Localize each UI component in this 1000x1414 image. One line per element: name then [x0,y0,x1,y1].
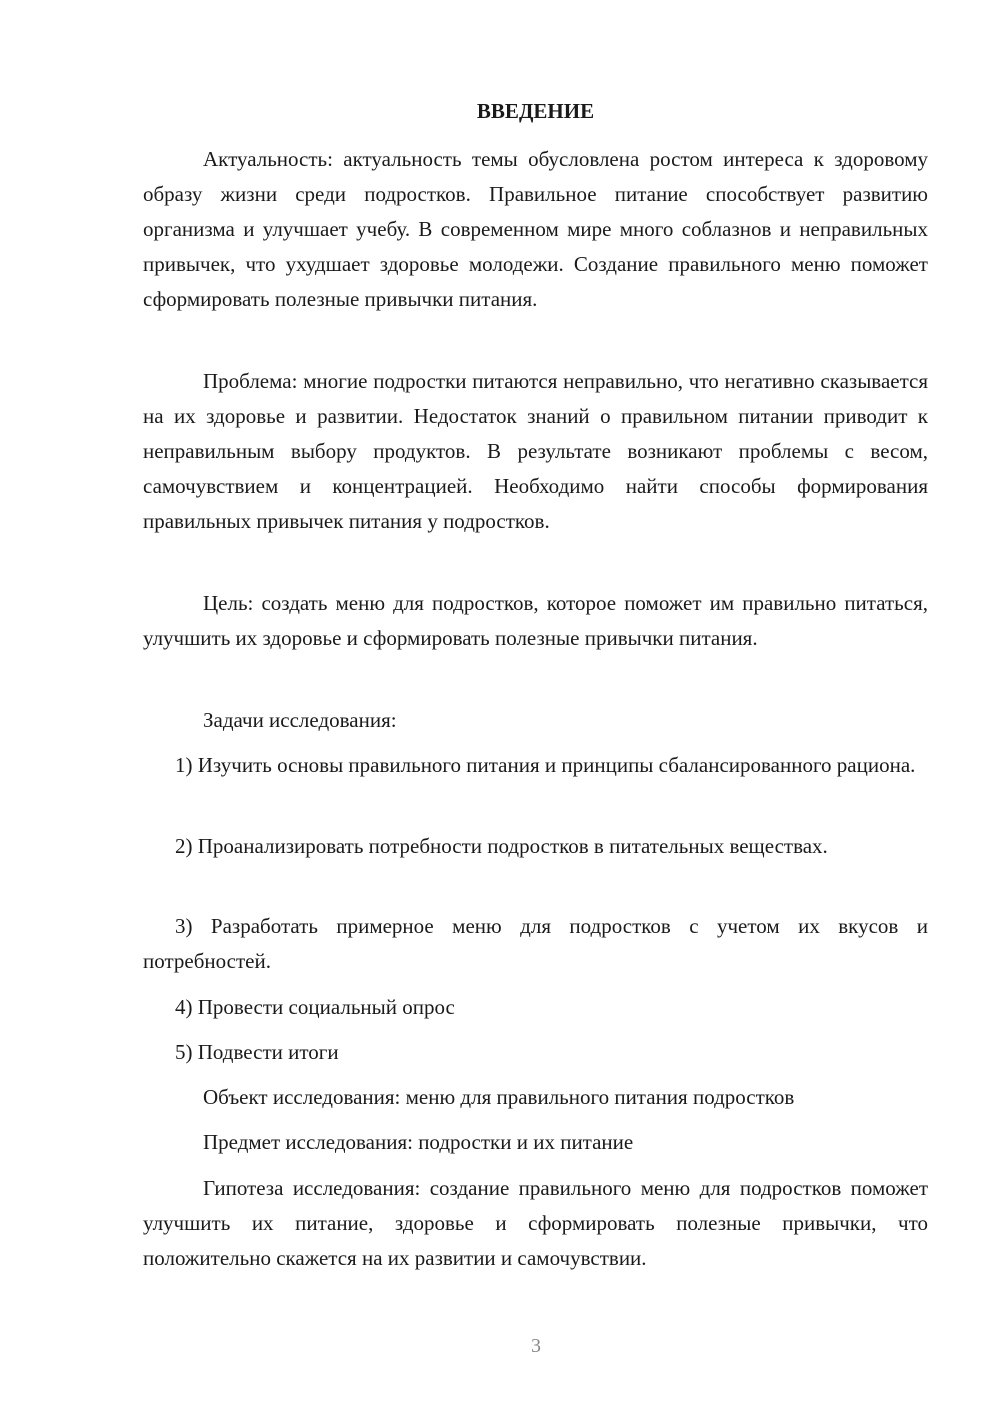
paragraph-hypothesis: Гипотеза исследования: создание правильного меню для подростков поможет улучшить их питание, здоровье и сформировать полезные привычки, что положительно скажется на их развитии и самочувствии. [143,1176,928,1270]
paragraph-relevance: Актуальность: актуальность темы обусловлена ростом интереса к здоровому образу жизни среди подростков. Правильное питание способствует развитию организма и улучшает учебу. В современном мире много соблазнов и неправильных привычек, что ухудшает здоровье молодежи. Создание правильного меню поможет сформировать полезные привычки питания. [143,147,928,311]
paragraph-goal: Цель: создать меню для подростков, которое поможет им правильно питаться, улучшить их здоровье и сформировать полезные привычки питания. [143,591,928,650]
task-item-2: 2) Проанализировать потребности подростков в питательных веществах. [175,834,828,858]
tasks-heading: Задачи исследования: [203,708,397,732]
page-number: 3 [531,1335,541,1357]
task-item-4: 4) Провести социальный опрос [175,995,455,1019]
task-item-3: 3) Разработать примерное меню для подростков с учетом их вкусов и потребностей. [143,914,928,973]
paragraph-problem: Проблема: многие подростки питаются неправильно, что негативно сказывается на их здоровье и развитии. Недостаток знаний о правильном питании приводит к неправильным выбору продуктов. В результате возникают проблемы с весом, самочувствием и концентрацией. Необходимо найти способы формирования правильных привычек питания у подростков. [143,369,928,533]
section-title: ВВЕДЕНИЕ [476,99,595,123]
task-item-1: 1) Изучить основы правильного питания и принципы сбалансированного рациона. [175,753,916,777]
paragraph-subject: Предмет исследования: подростки и их питание [203,1130,634,1154]
task-item-5: 5) Подвести итоги [175,1040,339,1064]
paragraph-object: Объект исследования: меню для правильного питания подростков [203,1085,795,1109]
